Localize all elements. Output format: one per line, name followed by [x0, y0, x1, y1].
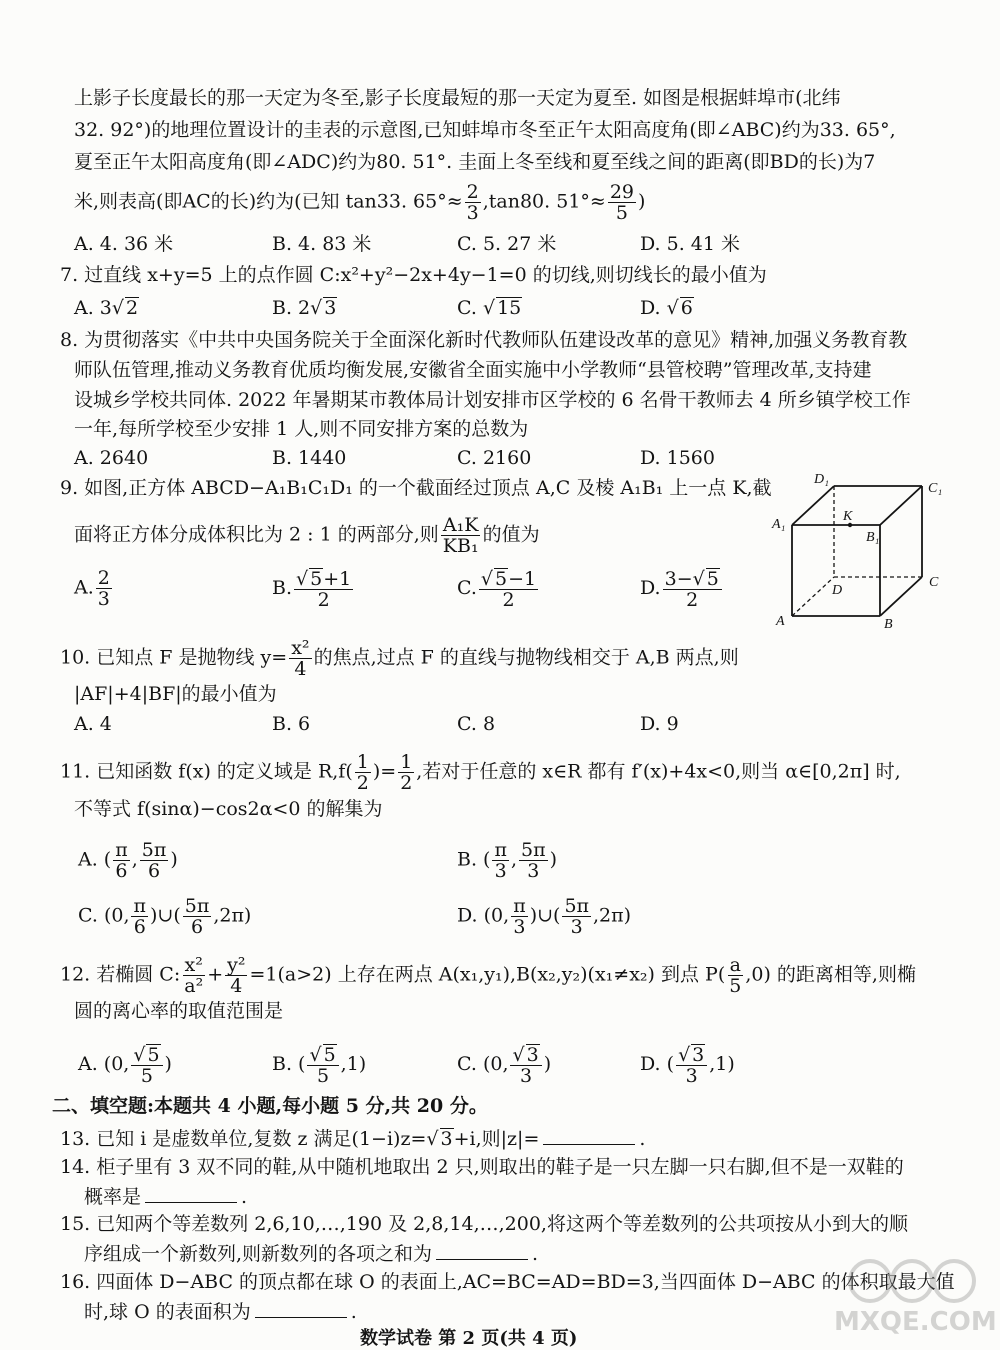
fraction-denominator: 3 [466, 202, 479, 224]
q12-text: 12. 若椭圆 C: [60, 963, 181, 986]
option-label: C. [457, 577, 477, 599]
fraction-denominator: 3 [685, 1065, 698, 1087]
q14-text: . [241, 1186, 248, 1208]
option-label: D. [640, 577, 661, 599]
q15-text: 序组成一个新数列,则新数列的各项之和为 [84, 1243, 433, 1265]
fraction-denominator: 6 [190, 916, 204, 938]
option-label: A. 3 [74, 297, 112, 319]
q6-line-4-text: 米,则表高(即AC的长)约为(已知 tan33. 65°≈ [74, 190, 463, 213]
fraction [307, 1044, 338, 1086]
vertex-label-k: K [843, 509, 853, 524]
option-suffix: ) [543, 1053, 552, 1075]
fraction-denominator: 5 [615, 202, 628, 224]
q14-line-1: 14. 柜子里有 3 双不同的鞋,从中随机地取出 2 只,则取出的鞋子是一只左脚一只右脚,但不是一双鞋的 [60, 1156, 904, 1178]
q8-line-1: 8. 为贯彻落实《中共中央国务院关于全面深化新时代教师队伍建设改革的意见》精神,加强义务教育教 [60, 329, 908, 351]
q10-text: 的焦点,过点 F 的直线与抛物线相交于 A,B 两点,则 [313, 646, 739, 669]
fraction-denominator: 2 [686, 589, 699, 611]
q8-option-c: C. 2160 [457, 447, 532, 469]
radicand: 3 [440, 1128, 453, 1150]
option-suffix: ,2π) [213, 904, 252, 927]
section-heading: 二、填空题:本题共 4 小题,每小题 5 分,共 20 分。 [52, 1095, 488, 1117]
fraction-numerator: √ 3 [510, 1044, 541, 1066]
fraction [140, 840, 169, 881]
fraction-numerator: √ 5 [307, 1044, 338, 1066]
q13-text: +i,则|z|= [453, 1128, 540, 1150]
fraction-denominator: 4 [230, 975, 243, 997]
radicand: 5 [310, 568, 323, 590]
q6-line-4 [74, 182, 645, 223]
option-suffix: ,1) [709, 1053, 735, 1075]
q10-text: 10. 已知点 F 是抛物线 y= [60, 646, 288, 669]
fraction-numerator: 5π [521, 839, 546, 861]
fraction [131, 896, 148, 937]
fraction-numerator: x² [184, 954, 203, 976]
fraction-numerator: √ 5−1 [480, 568, 537, 590]
fraction-numerator: 2 [466, 181, 479, 203]
q9-option-a [74, 568, 114, 609]
q12-option-a [78, 1044, 172, 1086]
cube-edge [792, 486, 834, 525]
fraction-denominator: 2 [356, 772, 369, 794]
option-union: )∪( [529, 904, 561, 927]
fraction [289, 638, 311, 679]
fraction-numerator: √ 5+1 [296, 568, 352, 590]
option-suffix: ) [164, 1053, 172, 1075]
answer-blank[interactable] [145, 1184, 237, 1203]
watermark-icon [830, 1255, 990, 1305]
fraction-numerator: 1 [400, 751, 413, 773]
fraction [113, 840, 130, 881]
q8-line-2: 师队伍管理,推动义务教育优质均衡发展,安徽省全面实施中小学教师“县管校聘”管理改革,支持建 [74, 359, 872, 381]
fraction-numerator: A₁K [442, 514, 479, 536]
cube-edge [880, 486, 922, 525]
q13-text: 13. 已知 i 是虚数单位,复数 z 满足(1−i)z= [60, 1128, 427, 1150]
q7-option-c: C. √ 15 [457, 297, 522, 319]
q6-option-c: C. 5. 27 米 [457, 233, 557, 255]
fraction-denominator: 6 [133, 916, 146, 938]
q9-option-d [640, 568, 724, 610]
fraction-denominator: 3 [513, 916, 526, 938]
q11-option-c [78, 896, 251, 937]
option-suffix: ,2π) [593, 904, 632, 927]
fraction [676, 1044, 707, 1086]
fraction-denominator: 3 [97, 588, 110, 610]
fraction [727, 955, 743, 996]
fraction-numerator: 1 [356, 751, 369, 773]
q13-text: . [639, 1128, 646, 1150]
cube-edge [880, 577, 922, 616]
option-label: B. 2 [272, 297, 311, 319]
q10-line-2: |AF|+4|BF|的最小值为 [74, 683, 277, 705]
q9-line-2 [74, 515, 540, 556]
fraction-numerator: 5π [141, 839, 167, 861]
fraction-denominator: 2 [400, 772, 413, 794]
fraction-denominator: 3 [494, 860, 507, 882]
q7-stem: 7. 过直线 x+y=5 上的点作圆 C:x²+y²−2x+4y−1=0 的切线,则切线长的最小值为 [60, 264, 767, 286]
q14-text: 概率是 [84, 1186, 142, 1208]
q15-line-2 [84, 1241, 538, 1266]
option-label: D. (0, [457, 904, 510, 927]
q11-text: )= [372, 760, 397, 783]
fraction [131, 1044, 162, 1086]
q11-option-d [457, 896, 631, 937]
fraction [663, 568, 722, 610]
q6-option-d: D. 5. 41 米 [640, 233, 741, 255]
q9-option-b [272, 568, 355, 610]
q12-option-c [457, 1044, 551, 1086]
fraction-denominator: a² [184, 975, 204, 997]
q8-option-b: B. 1440 [272, 447, 347, 469]
option-label: A. ( [78, 848, 112, 871]
answer-blank[interactable] [436, 1241, 528, 1260]
option-suffix: ,1) [340, 1053, 367, 1075]
fraction-denominator: 3 [527, 860, 540, 882]
vertex-label-c: C [929, 575, 939, 590]
q6-line-3: 夏至正午太阳高度角(即∠ADC)约为80. 51°. 圭面上冬至线和夏至线之间的距离(即BD的长)为7 [74, 151, 876, 173]
fraction-denominator: 5 [729, 975, 742, 997]
radicand: 3 [526, 1044, 539, 1066]
q10-option-a: A. 4 [74, 713, 112, 735]
q10-option-c: C. 8 [457, 713, 496, 735]
fraction [519, 840, 548, 881]
radicand: 6 [680, 297, 693, 319]
option-label: B. ( [272, 1053, 306, 1075]
page-footer: 数学试卷 第 2 页(共 4 页) [360, 1328, 578, 1349]
fraction-numerator: 5π [564, 895, 590, 917]
radicand: 15 [497, 297, 522, 319]
q11-text: 11. 已知函数 f(x) 的定义域是 R,f( [60, 760, 353, 783]
fraction [182, 955, 205, 996]
fraction-numerator: y² [227, 954, 246, 976]
vertex-label-a: A [776, 614, 785, 629]
q9-line-2-text: 的值为 [482, 523, 540, 546]
fraction-denominator: 5 [317, 1065, 330, 1087]
option-label: B. ( [457, 848, 491, 871]
option-suffix: ) [170, 848, 178, 871]
q16-line-1: 16. 四面体 D−ABC 的顶点都在球 O 的表面上,AC=BC=AD=BD=3,当四面体 D−ABC 的体积取最大值 [60, 1271, 955, 1293]
fraction [608, 182, 636, 223]
q7-option-d: D. √ 6 [640, 297, 693, 319]
q15-line-1: 15. 已知两个等差数列 2,6,10,…,190 及 2,8,14,…,200,将这两个等差数列的公共项按从小到大的顺 [60, 1213, 908, 1235]
fraction [465, 182, 481, 223]
fraction [183, 896, 212, 937]
option-label: C. [457, 297, 483, 319]
fraction-denominator: 4 [294, 658, 307, 680]
radicand: 3 [692, 1044, 705, 1066]
q11-text: ,若对于任意的 x∈R 都有 f′(x)+4x<0,则当 α∈[0,2π] 时, [416, 760, 901, 783]
fraction-numerator: π [494, 839, 507, 861]
fraction-denominator: 6 [148, 860, 161, 882]
q11-line-2: 不等式 f(sinα)−cos2α<0 的解集为 [74, 798, 383, 820]
hidden-edge [792, 577, 834, 616]
q8-option-d: D. 1560 [640, 447, 715, 469]
vertex-label-d1: D₁ [814, 472, 829, 487]
fraction [562, 896, 591, 937]
fraction-numerator: a [729, 954, 741, 976]
numerator-suffix: +1 [323, 568, 352, 590]
cube-figure [770, 470, 960, 630]
q12-line-1: 12. 若椭圆 C: $\frac{\text{x²}}{\text{a²}}$ + $\frac{\text{y²}}{4}$ =1(a>2) 上存在两点 A(x₁,y₁),B(x₂,y₂)(x₁≠x₂) 到点 P( $\frac{a}{5}$ ,0) 的距离相等,则椭 [60, 954, 916, 997]
q10-line-1 [60, 638, 739, 679]
radicand: 3 [324, 297, 337, 319]
q6-line-1: 上影子长度最长的那一天定为冬至,影子长度最短的那一天定为夏至. 如图是根据蚌埠市(北纬 [74, 87, 841, 109]
q6-line-4-text: ,tan80. 51°≈ [482, 190, 606, 213]
option-union: )∪( [149, 904, 181, 927]
q8-line-4: 一年,每所学校至少安排 1 人,则不同安排方案的总数为 [74, 418, 529, 440]
q16-text: 时,球 O 的表面积为 [84, 1301, 251, 1323]
option-suffix: ) [549, 848, 558, 871]
answer-blank[interactable] [255, 1299, 347, 1318]
fraction-numerator: √ 3 [676, 1044, 707, 1066]
fraction-numerator: π [115, 839, 128, 861]
q6-line-2: 32. 92°)的地理位置设计的圭表的示意图,已知蚌埠市冬至正午太阳高度角(即∠ABC)约为33. 65°, [74, 119, 896, 141]
fraction [355, 752, 371, 793]
fraction-denominator: 3 [570, 916, 583, 938]
fraction-denominator: 6 [115, 860, 128, 882]
q8-line-3: 设城乡学校共同体. 2022 年暑期某市教体局计划安排市区学校的 6 名骨干教师去 4 所乡镇学校工作 [74, 389, 911, 411]
option-label: B. [272, 577, 293, 599]
fraction [96, 568, 112, 609]
fraction [511, 896, 528, 937]
fraction-numerator: x² [291, 637, 310, 659]
q7-option-a: A. 3√ 2 [74, 297, 139, 319]
vertex-label-b1: B₁ [866, 530, 880, 545]
ratio-fraction [441, 515, 481, 556]
watermark-text: MXQE.COM [834, 1307, 997, 1337]
fraction-denominator: 5 [140, 1065, 153, 1087]
q11-line-1 [60, 752, 901, 793]
fraction [398, 752, 414, 793]
q11-option-a: A. ( $\frac{\pi}{6}$ , $\frac{5\pi}{6}$ ) [78, 839, 178, 882]
radicand: 2 [126, 297, 139, 319]
fraction-denominator: KB₁ [442, 535, 479, 557]
vertex-label-a1: A₁ [772, 517, 786, 532]
fraction-numerator: π [133, 895, 146, 917]
fraction-denominator: 2 [317, 589, 330, 611]
fraction-numerator: 2 [97, 567, 110, 589]
q14-line-2 [84, 1184, 247, 1209]
option-label: D. ( [640, 1053, 675, 1075]
q9-line-1: 9. 如图,正方体 ABCD−A₁B₁C₁D₁ 的一个截面经过顶点 A,C 及棱 A₁B₁ 上一点 K,截 [60, 477, 772, 499]
q12-text: ,0) 的距离相等,则椭 [745, 963, 916, 986]
q9-line-2-text: 面将正方体分成体积比为 2 : 1 的两部分,则 [74, 523, 439, 546]
q16-text: . [350, 1301, 357, 1323]
option-label: D. [640, 297, 667, 319]
q9-option-c [457, 568, 540, 610]
q6-option-b: B. 4. 83 米 [272, 233, 372, 255]
fraction [510, 1044, 541, 1086]
q6-option-a: A. 4. 36 米 [74, 233, 174, 255]
fraction [492, 840, 509, 881]
option-label: C. (0, [457, 1053, 509, 1075]
q12-line-2: 圆的离心率的取值范围是 [74, 1000, 284, 1022]
q12-text: =1(a>2) 上存在两点 A(x₁,y₁),B(x₂,y₂)(x₁≠x₂) 到点 P( [249, 963, 726, 986]
vertex-label-d: D [832, 583, 843, 598]
radicand: 5 [323, 1044, 336, 1066]
radicand: 5 [147, 1044, 160, 1066]
answer-blank[interactable] [543, 1126, 635, 1145]
q8-option-a: A. 2640 [74, 447, 149, 469]
fraction [479, 568, 538, 610]
q10-option-d: D. 9 [640, 713, 679, 735]
fraction-denominator: 3 [520, 1065, 533, 1087]
option-label: A. [74, 576, 94, 599]
radicand: 5 [706, 568, 719, 590]
numerator-suffix: −1 [508, 568, 537, 590]
q15-text: . [532, 1243, 539, 1265]
numerator-prefix: 3− [664, 568, 693, 590]
fraction-numerator: 3−√ 5 [663, 568, 722, 590]
q11-option-b: B. ( $\frac{\pi}{3}$ , $\frac{5\pi}{3}$ ) [457, 839, 558, 882]
fraction [294, 568, 353, 610]
fraction-numerator: √ 5 [131, 1044, 162, 1066]
option-label: A. (0, [78, 1053, 130, 1075]
vertex-label-c1: C₁ [928, 481, 943, 496]
fraction-numerator: 29 [609, 181, 635, 203]
q10-option-b: B. 6 [272, 713, 311, 735]
radicand: 5 [495, 568, 508, 590]
q12-option-b [272, 1044, 366, 1086]
fraction-numerator: π [513, 895, 526, 917]
q13-line: 13. 已知 i 是虚数单位,复数 z 满足(1−i)z=√ 3+i,则|z|= . [60, 1128, 646, 1150]
q16-line-2 [84, 1299, 357, 1324]
q6-line-4-text: ) [638, 190, 646, 213]
fraction-denominator: 2 [502, 589, 515, 611]
fraction [225, 955, 247, 996]
vertex-label-b: B [884, 617, 893, 630]
watermark-logo [830, 1255, 997, 1345]
q7-option-b: B. 2√ 3 [272, 297, 337, 319]
fraction-numerator: 5π [184, 895, 210, 917]
q12-option-d [640, 1044, 735, 1086]
option-label: C. (0, [78, 904, 130, 927]
